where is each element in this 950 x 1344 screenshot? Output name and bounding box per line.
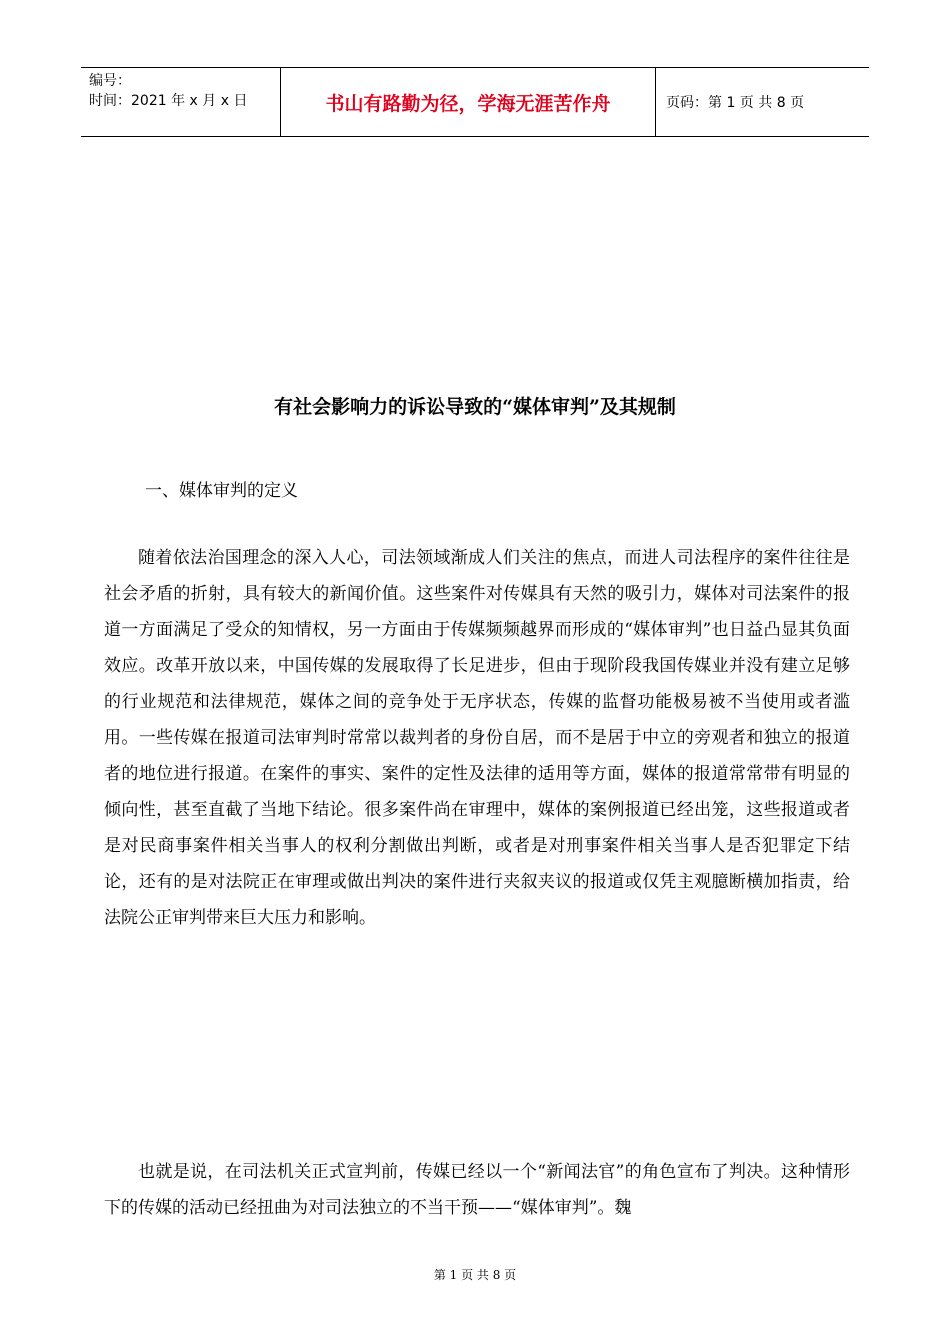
document-time-label: 时间：2021 年 x 月 x 日 xyxy=(89,93,248,109)
header-meta xyxy=(81,68,281,136)
page-footer: 第 1 页 共 8 页 xyxy=(433,1268,517,1282)
page-header xyxy=(81,67,869,137)
document-title: 有社会影响力的诉讼导致的“媒体审判”及其规制 xyxy=(274,396,676,418)
body-paragraph: 也就是说，在司法机关正式宣判前，传媒已经以一个“新闻法官”的角色宣布了判决。这种情形下的传媒的活动已经扭曲为对司法独立的不当干预——“媒体审判”。魏 xyxy=(104,1162,850,1218)
section-heading: 一、媒体审判的定义 xyxy=(145,481,298,501)
document-number-label: 编号： xyxy=(89,73,131,89)
header-motto: 书山有路勤为径，学海无涯苦作舟 xyxy=(281,68,656,136)
header-page-info: 页码：第 1 页 共 8 页 xyxy=(666,95,805,111)
body-paragraph: 随着依法治国理念的深入人心，司法领域渐成人们关注的焦点，而进人司法程序的案件往往是社会矛盾的折射，具有较大的新闻价值。这些案件对传媒具有天然的吸引力，媒体对司法案件的报道一方面满足了受众的知情权，另一方面由于传媒频频越界而形成的“媒体审判”也日益凸显其负面效应。改革开放以来，中国传媒的发展取得了长足进步，但由于现阶段我国传媒业并没有建立足够的行业规范和法律规范，媒体之间的竞争处于无序状态，传媒的监督功能极易被不当使用或者滥用。一些传媒在报道司法审判时常常以裁判者的身份自居，而不是居于中立的旁观者和独立的报道者的地位进行报道。在案件的事实、案件的定性及法律的适用等方面，媒体的报道常常带有明显的倾向性，甚至直截了当地下结论。很多案件尚在审理中，媒体的案例报道已经出笼，这些报道或者是对民商事案件相关当事人的权利分割做出判断，或者是对刑事案件相关当事人是否犯罪定下结论，还有的是对法院正在审理或做出判决的案件进行夹叙夹议的报道或仅凭主观臆断横加指责，给法院公正审判带来巨大压力和影响。 xyxy=(104,548,850,928)
